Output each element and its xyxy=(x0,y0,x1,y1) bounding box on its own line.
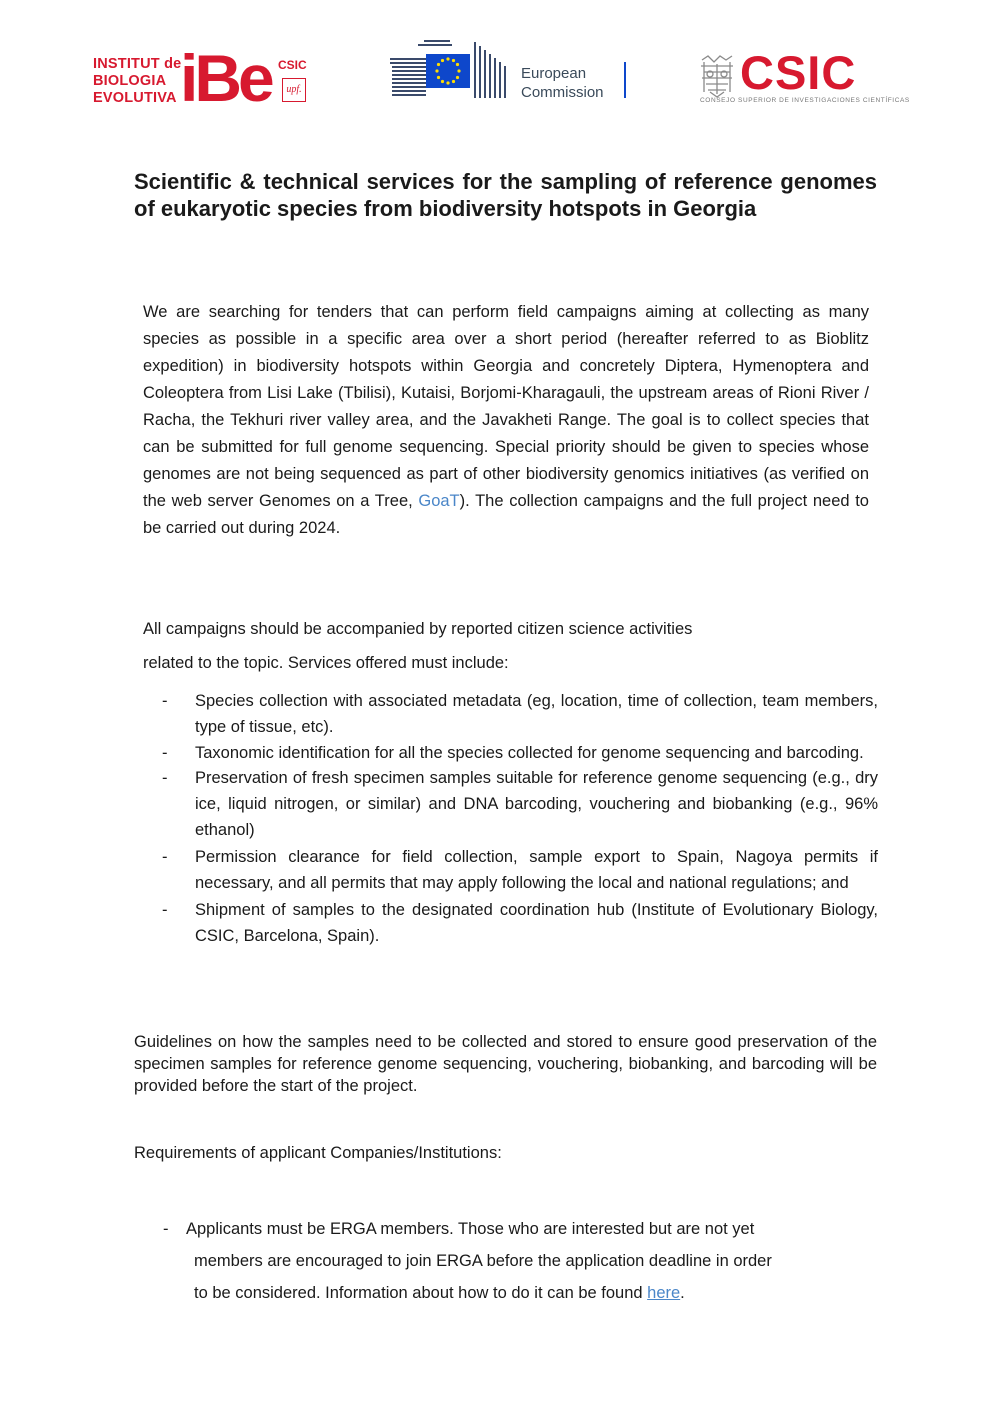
list-dash: - xyxy=(162,744,168,762)
list-dash: - xyxy=(163,1220,169,1238)
list-item xyxy=(162,688,878,740)
ibe-line-3: EVOLUTIVA xyxy=(93,90,177,106)
requirements-line-1: Applicants must be ERGA members. Those who are interested but are not yet xyxy=(186,1220,755,1238)
list-dash: - xyxy=(162,692,168,710)
intro-paragraph xyxy=(143,299,869,542)
service-text: Shipment of samples to the designated coordination hub (Institute of Evolutionary Biology, CSIC, Barcelona, Spain). xyxy=(195,901,878,945)
ec-line-2: Commission xyxy=(521,84,604,101)
here-link[interactable]: here xyxy=(647,1284,681,1302)
european-commission-wordmark xyxy=(521,64,604,102)
requirements-line-2: members are encouraged to join ERGA before the application deadline in order xyxy=(194,1252,772,1270)
requirements-text xyxy=(186,1213,857,1309)
requirements-item xyxy=(163,1213,857,1309)
upf-logo: upf. xyxy=(282,78,306,102)
list-dash: - xyxy=(162,769,168,787)
ibe-csic-label: CSIC xyxy=(278,58,307,72)
list-item xyxy=(162,844,878,896)
campaigns-line-2: related to the topic. Services offered must include: xyxy=(143,654,509,672)
csic-subtitle: CONSEJO SUPERIOR DE INVESTIGACIONES CIENTÍFICAS xyxy=(700,97,910,104)
service-text: Permission clearance for field collection, sample export to Spain, Nagoya permits if necessary, and all permits that may apply following the local and national regulations; and xyxy=(195,848,878,892)
european-commission-logo-mark xyxy=(390,38,512,100)
document-title: Scientific & technical services for the sampling of reference genomes of eukaryotic species from biodiversity hotspots in Georgia xyxy=(134,169,877,221)
service-text: Taxonomic identification for all the species collected for genome sequencing and barcoding. xyxy=(195,744,864,762)
list-item xyxy=(162,742,878,764)
goat-link[interactable]: GoaT xyxy=(418,492,460,510)
list-dash: - xyxy=(162,901,168,919)
campaigns-line-1: All campaigns should be accompanied by reported citizen science activities xyxy=(143,620,693,638)
list-item xyxy=(162,765,878,843)
ibe-line-1: INSTITUT de xyxy=(93,56,182,72)
intro-text-after-link: ). The collection campaigns and the full project need to be carried out during 2024. xyxy=(143,492,869,537)
csic-emblem-icon xyxy=(698,54,736,98)
ibe-institute-name xyxy=(93,56,181,107)
csic-wordmark: CSIC xyxy=(740,46,857,99)
requirements-line-3-text: to be considered. Information about how to do it can be found xyxy=(194,1284,648,1302)
ibe-logo-lettering: iBe xyxy=(180,44,271,106)
service-text: Species collection with associated metadata (eg, location, time of collection, team members, type of tissue, etc). xyxy=(195,692,878,736)
list-dash: - xyxy=(162,848,168,866)
requirements-line-3 xyxy=(186,1277,857,1309)
intro-text-before-link: We are searching for tenders that can perform field campaigns aiming at collecting as many species as possible in a specific area over a short period (hereafter referred to as Bioblitz expedition) in biodiversity hotspots within Georgia and concretely Diptera, Hymenoptera and Coleoptera from Lisi Lake (Tbilisi), Kutaisi, Borjomi-Kharagauli, the upstream areas of Rioni River / Racha, the Tekhuri river valley area, and the Javakheti Range. The goal is to collect species that can be submitted for full genome sequencing. Special priority should be given to species whose genomes are not being sequenced as part of other biodiversity genomics initiatives (as verified on the web server Genomes on a Tree, xyxy=(143,303,869,510)
list-item xyxy=(162,897,878,949)
requirements-heading: Requirements of applicant Companies/Institutions: xyxy=(134,1144,502,1162)
ec-line-1: European xyxy=(521,65,587,82)
guidelines-paragraph: Guidelines on how the samples need to be collected and stored to ensure good preservation of the specimen samples for reference genome sequencing, vouchering, biobanking, and barcoding will be provided before the start of the project. xyxy=(134,1033,877,1095)
service-text: Preservation of fresh specimen samples suitable for reference genome sequencing (e.g., dry ice, liquid nitrogen, or similar) and DNA barcoding, vouchering and biobanking (e.g., 96% ethanol) xyxy=(195,769,878,839)
ibe-line-2: BIOLOGIA xyxy=(93,73,167,89)
requirements-line-3-end: . xyxy=(680,1284,685,1302)
services-list xyxy=(162,688,878,950)
ec-divider xyxy=(624,62,626,98)
ibe-logo-mark xyxy=(180,44,275,106)
